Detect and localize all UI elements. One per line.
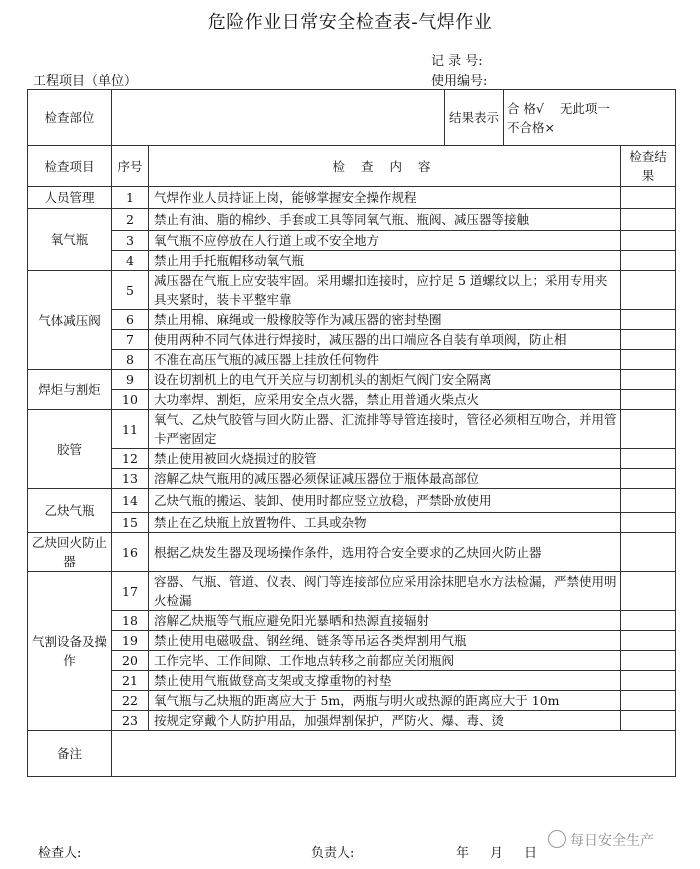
check-content: 根据乙炔发生器及现场操作条件，选用符合安全要求的乙炔回火防止器 [149,533,621,572]
month-label: 月 [490,846,504,861]
responsible-label: 负责人: [311,846,355,861]
page-title: 危险作业日常安全检查表-气焊作业 [207,12,493,33]
check-seq-number: 11 [112,410,149,449]
check-seq-number: 18 [112,611,149,631]
check-content: 禁止使用气瓶做登高支架或支撑重物的衬垫 [149,671,621,691]
project-label: 工程项目（单位） [33,74,138,89]
check-seq-number: 9 [112,370,149,390]
check-row [28,410,676,449]
na-legend: 无此项一 [559,100,610,116]
remark-row [28,731,676,777]
check-row [28,231,676,251]
check-row [28,711,676,731]
check-seq-number: 13 [112,469,149,489]
check-content: 大功率焊、割炬，应采用安全点火器，禁止用普通火柴点火 [149,390,621,410]
check-seq-number: 12 [112,449,149,469]
check-item-name: 胶管 [28,410,112,489]
remark-label: 备注 [28,731,112,777]
check-item-name: 氧气瓶 [28,209,112,271]
check-row [28,671,676,691]
check-result-cell[interactable] [621,187,676,209]
check-content: 溶解乙炔瓶等气瓶应避免阳光暴晒和热源直接辐射 [149,611,621,631]
check-content: 乙炔气瓶的搬运、装卸、使用时都应竖立放稳，严禁卧放使用 [149,489,621,513]
check-result-cell[interactable] [621,231,676,251]
check-seq-number: 8 [112,350,149,370]
check-content: 氧气瓶与乙炔瓶的距离应大于 5m，两瓶与明火或热源的距离应大于 10m [149,691,621,711]
header-row-location [28,90,676,146]
check-row [28,310,676,330]
check-seq-number: 1 [112,187,149,209]
check-content: 按规定穿戴个人防护用品，加强焊割保护，严防火、爆、毒、烫 [149,711,621,731]
check-row [28,651,676,671]
check-row [28,469,676,489]
use-number-label: 使用编号: [431,74,488,89]
check-result-cell[interactable] [621,449,676,469]
check-content: 禁止使用电磁吸盘、钢丝绳、链条等吊运各类焊割用气瓶 [149,631,621,651]
check-content: 禁止用棉、麻绳或一般橡胶等作为减压器的密封垫圈 [149,310,621,330]
check-result-cell[interactable] [621,410,676,449]
watermark-text: 每日安全生产 [570,833,654,849]
check-row [28,271,676,310]
check-result-cell[interactable] [621,209,676,231]
check-seq-number: 3 [112,231,149,251]
check-result-cell[interactable] [621,271,676,310]
check-seq-number: 15 [112,513,149,533]
check-row [28,251,676,271]
check-row [28,631,676,651]
check-content: 容器、气瓶、管道、仪表、阀门等连接部位应采用涂抹肥皂水方法检漏，严禁使用明火检漏 [149,572,621,611]
check-row [28,513,676,533]
check-row [28,572,676,611]
check-row [28,489,676,513]
check-result-cell[interactable] [621,469,676,489]
check-result-cell[interactable] [621,513,676,533]
check-result-cell[interactable] [621,572,676,611]
check-content: 禁止用手托瓶帽移动氧气瓶 [149,251,621,271]
check-seq-number: 14 [112,489,149,513]
check-seq-number: 7 [112,330,149,350]
check-result-cell[interactable] [621,330,676,350]
check-seq-number: 19 [112,631,149,651]
result-legend-label: 结果表示 [445,90,504,146]
watermark [548,830,654,850]
wechat-icon [548,830,566,848]
col-seq-header: 序号 [112,146,149,187]
check-content: 溶解乙炔气瓶用的减压器必须保证减压器位于瓶体最高部位 [149,469,621,489]
check-result-cell[interactable] [621,251,676,271]
check-row [28,209,676,231]
check-content: 禁止有油、脂的棉纱、手套或工具等同氧气瓶、瓶阀、减压器等接触 [149,209,621,231]
check-content: 设在切割机上的电气开关应与切割机头的割炬气阀门安全隔离 [149,370,621,390]
check-row [28,187,676,209]
check-content: 氧气、乙炔气胶管与回火防止器、汇流排等导管连接时，管径必须相互吻合，并用管卡严密固定 [149,410,621,449]
check-content: 禁止在乙炔瓶上放置物件、工具或杂物 [149,513,621,533]
check-content: 使用两种不同气体进行焊接时，减压器的出口端应各自装有单项阀，防止相 [149,330,621,350]
check-row [28,330,676,350]
check-seq-number: 6 [112,310,149,330]
record-number-label: 记 录 号: [431,54,483,69]
check-seq-number: 10 [112,390,149,410]
check-result-cell[interactable] [621,651,676,671]
check-content: 氧气瓶不应停放在人行道上或不安全地方 [149,231,621,251]
check-result-cell[interactable] [621,370,676,390]
check-seq-number: 17 [112,572,149,611]
check-result-cell[interactable] [621,691,676,711]
check-seq-number: 22 [112,691,149,711]
day-label: 日 [524,846,538,861]
check-item-name: 焊炬与割炬 [28,370,112,410]
check-item-name: 气割设备及操作 [28,572,112,731]
check-item-name: 乙炔气瓶 [28,489,112,533]
check-content: 工作完毕、工作间隙、工作地点转移之前都应关闭瓶阀 [149,651,621,671]
check-content: 气焊作业人员持证上岗，能够掌握安全操作规程 [149,187,621,209]
column-header-row [28,146,676,187]
col-content-header: 检 查 内 容 [149,146,621,187]
col-result-header: 检查结果 [621,146,676,187]
check-row [28,390,676,410]
check-row [28,370,676,390]
check-row [28,449,676,469]
remark-field[interactable] [112,731,676,777]
check-result-cell[interactable] [621,310,676,330]
check-seq-number: 21 [112,671,149,691]
check-item-name: 人员管理 [28,187,112,209]
check-seq-number: 16 [112,533,149,572]
check-content: 禁止使用被回火烧损过的胶管 [149,449,621,469]
check-seq-number: 23 [112,711,149,731]
check-row [28,533,676,572]
check-result-cell[interactable] [621,533,676,572]
pass-legend: 合 格√ [507,100,544,116]
check-item-name: 乙炔回火防止器 [28,533,112,572]
check-result-cell[interactable] [621,390,676,410]
inspection-table [27,89,676,777]
inspector-label: 检查人: [38,846,82,861]
fail-legend: 不合格× [507,119,555,135]
check-row [28,611,676,631]
inspect-location-label: 检查部位 [28,90,112,146]
check-result-cell[interactable] [621,611,676,631]
result-legend [504,90,676,146]
col-item-header: 检查项目 [28,146,112,187]
check-item-name: 气体减压阀 [28,271,112,370]
check-result-cell[interactable] [621,350,676,370]
check-result-cell[interactable] [621,631,676,651]
check-result-cell[interactable] [621,711,676,731]
year-label: 年 [456,846,470,861]
check-row [28,691,676,711]
check-result-cell[interactable] [621,671,676,691]
check-seq-number: 20 [112,651,149,671]
check-content: 不准在高压气瓶的减压器上挂放任何物件 [149,350,621,370]
check-content: 减压器在气瓶上应安装牢固。采用螺扣连接时，应拧足 5 道螺纹以上；采用专用夹具夹紧时，装卡平整牢靠 [149,271,621,310]
inspect-location-field[interactable] [112,90,445,146]
check-seq-number: 2 [112,209,149,231]
check-row [28,350,676,370]
check-seq-number: 4 [112,251,149,271]
check-result-cell[interactable] [621,489,676,513]
check-seq-number: 5 [112,271,149,310]
